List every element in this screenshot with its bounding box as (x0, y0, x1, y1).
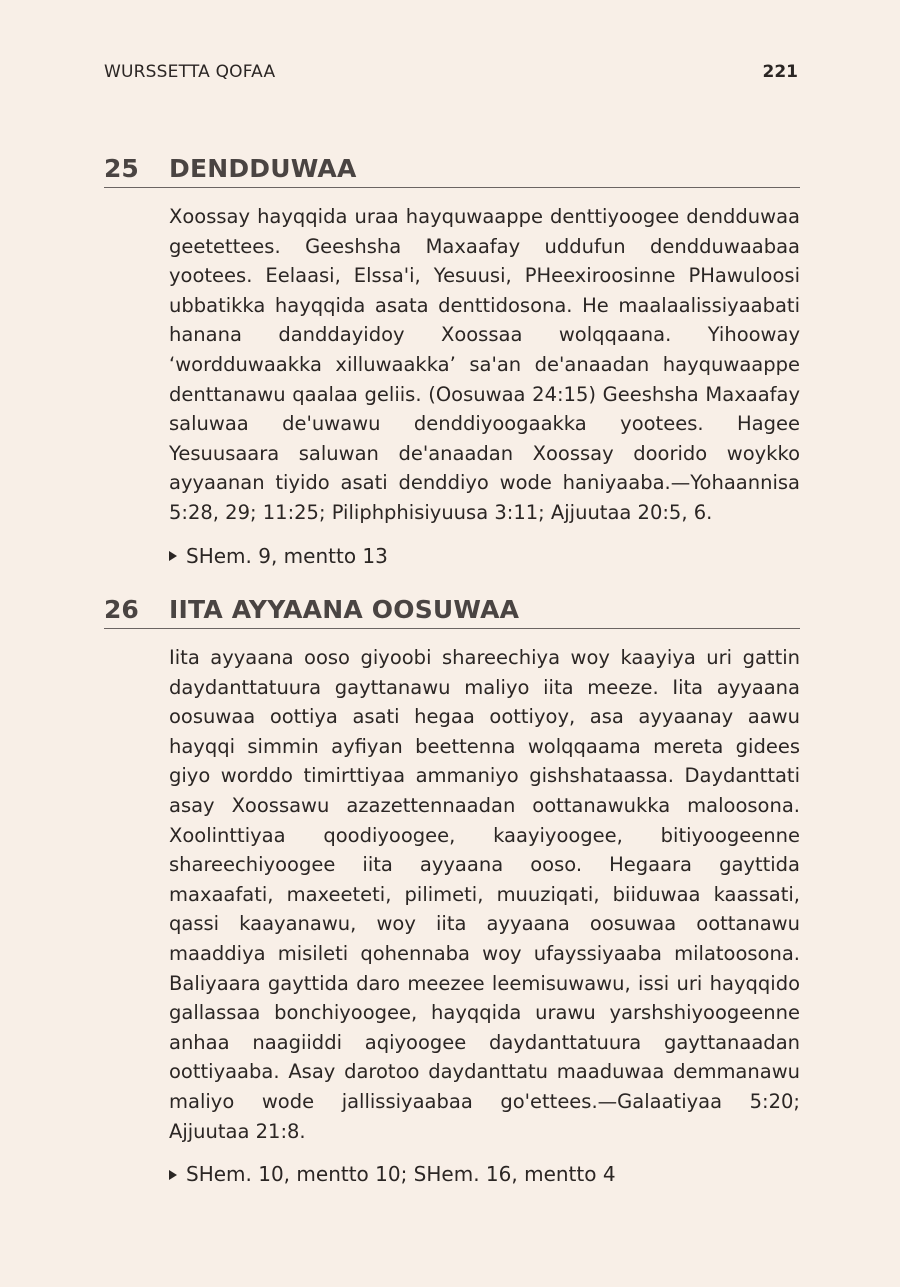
entry-title: DENDDUWAA (169, 154, 357, 183)
arrow-right-icon (169, 1170, 177, 1180)
page-number: 221 (762, 62, 798, 82)
running-head (104, 61, 798, 83)
arrow-right-icon (169, 551, 177, 561)
entry-heading (104, 595, 800, 629)
entry-number: 25 (104, 154, 139, 183)
entry-paragraph: Iita ayyaana ooso giyoobi shareechiya woy kaayiya uri gattin daydanttatuura gayttanawu maliyo iita meeze. Iita ayyaana oosuwaa oottiya asati hegaa oottiyoy, asa ayyaanay aawu hayqqi simmin ayfiyan beettenna wolqqaama mereta gidees giyo worddo timirttiyaa ammaniyo gishshataassa. Daydanttati asay Xoossawu azazettennaadan oottanawukka maloosona. Xoolinttiyaa qoodiyoogee, kaayiyoogee, bitiyoogeenne shareechiyoogee iita ayyaana ooso. Hegaara gayttida maxaafati, maxeeteti, pilimeti, muuziqati, biiduwaa kaassati, qassi kaayanawu, woy iita ayyaana oosuwaa oottanawu maaddiya misileti qohennaba woy ufayssiyaaba milatoosona. Baliyaara gayttida daro meezee leemisuwawu, issi uri hayqqido gallassaa bonchiyoogee, hayqqida urawu yarshshiyoogeenne anhaa naagiiddi aqiyoogee daydanttatuura gayttanaadan oottiyaaba. Asay darotoo daydanttatu maaduwaa demmanawu maliyo wode jallissiyaabaa go'ettees.—Galaatiyaa 5:20; Ajjuutaa 21:8. (169, 646, 800, 1143)
glossary-entry-26 (104, 595, 800, 1189)
entry-title: IITA AYYAANA OOSUWAA (169, 595, 520, 624)
cross-reference[interactable] (169, 542, 800, 571)
cross-reference-text[interactable]: SHem. 9, mentto 13 (186, 543, 388, 568)
cross-reference[interactable] (169, 1160, 800, 1189)
entry-heading (104, 154, 800, 188)
entry-body (169, 202, 800, 528)
entry-body (169, 643, 800, 1146)
glossary-entry-25 (104, 154, 800, 571)
running-title: WURSSETTA QOFAA (104, 62, 276, 82)
entry-number: 26 (104, 595, 139, 624)
cross-reference-text[interactable]: SHem. 10, mentto 10; SHem. 16, mentto 4 (186, 1162, 616, 1187)
entry-paragraph: Xoossay hayqqida uraa hayquwaappe denttiyoogee dendduwaa geetettees. Geeshsha Maxaafay uddufun dendduwaabaa yootees. Eelaasi, Elssa'i, Yesuusi, PHeexiroosinne PHawuloosi ubbatikka hayqqida asata denttidosona. He maalaalissiyaabati hanana danddayidoy Xoossaa wolqqaana. Yihooway ‘wordduwaakka xilluwaakka’ sa'an de'anaadan hayquwaappe denttanawu qaalaa geliis. (Oosuwaa 24:15) Geeshsha Maxaafay saluwaa de'uwawu denddiyoogaakka yootees. Hagee Yesuusaara saluwan de'anaadan Xoossay doorido woykko ayyaanan tiyido asati denddiyo wode haniyaaba.—Yohaannisa 5:28, 29; 11:25; Piliphphisiyuusa 3:11; Ajjuutaa 20:5, 6. (169, 205, 800, 524)
